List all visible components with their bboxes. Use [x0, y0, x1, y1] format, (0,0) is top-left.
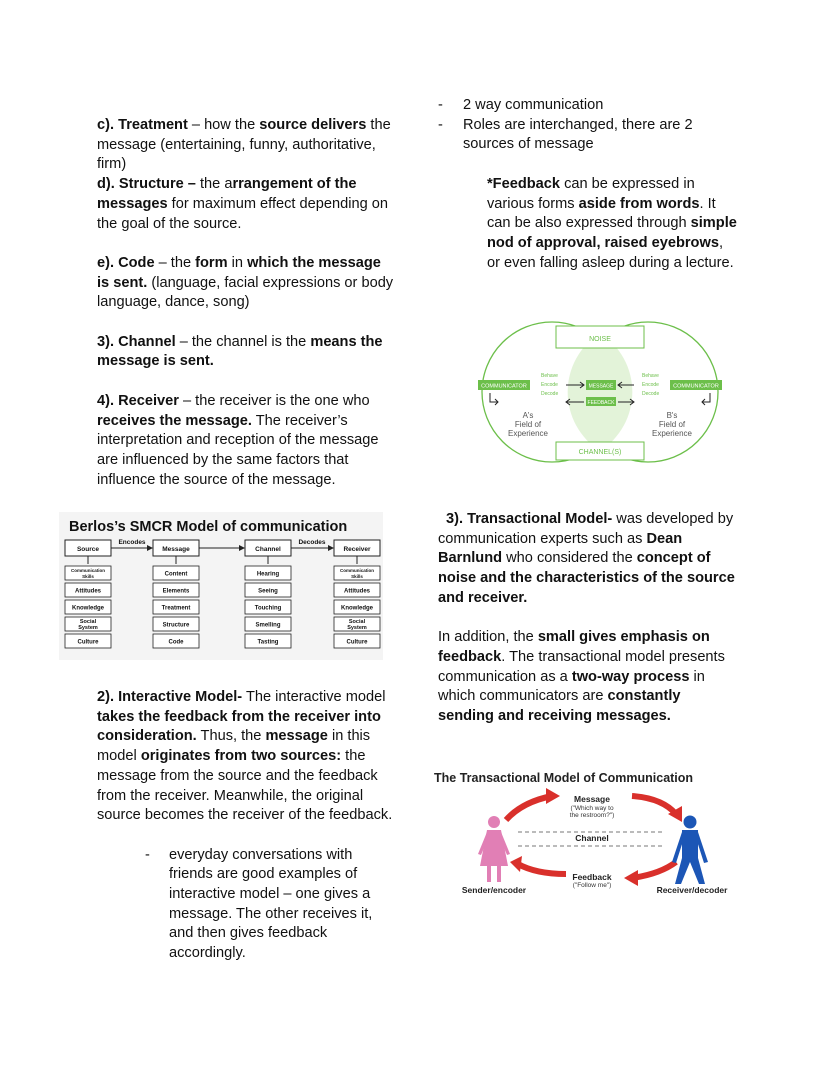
message-title: Message [574, 794, 610, 804]
smcr-item-receiver-3-line2: System [347, 625, 367, 631]
communicator-left-label: COMMUNICATOR [481, 383, 527, 390]
smcr-item-channel-2: Touching [254, 605, 282, 612]
feedback-paragraph: *Feedback can be expressed in various forms aside from words. It can be also expressed through simple nod of approval, raised eyebrows, or even falling asleep during a lecture. [487, 175, 737, 271]
receiver-figure [672, 816, 708, 885]
smcr-header-message: Message [162, 546, 190, 553]
smcr-item-source-0-line1: Communication [70, 568, 106, 573]
field-left-3: Experience [507, 429, 549, 438]
code-paragraph: e). Code – the form in which the message is sent. (language, facial expressions or body language, dance, song) [97, 254, 394, 311]
interactive-model-diagram [474, 318, 726, 466]
bullet-roles: - Roles are interchanged, there are 2 sources of message [438, 116, 738, 155]
structure-paragraph: d). Structure – the arrangement of the messages for maximum effect depending on the goal of the source. [97, 176, 388, 232]
smcr-item-message-1: Elements [162, 588, 190, 595]
smcr-encodes-label: Encodes [118, 539, 146, 546]
communicator-right-label: COMMUNICATOR [673, 383, 719, 390]
field-right-2: Field of [658, 420, 686, 429]
treatment-paragraph: c). Treatment – how the source delivers the message (entertaining, funny, authoritative, firm) [97, 117, 391, 173]
addition-paragraph: In addition, the small gives emphasis on feedback. The transactional model presents communication as a two-way process in which communicators are constantly sending and receiving messages. [438, 629, 725, 725]
smcr-header-channel: Channel [255, 546, 281, 553]
smcr-item-receiver-0-line2: Skills [351, 574, 363, 579]
smcr-item-message-4: Code [168, 639, 184, 646]
smcr-item-channel-1: Seeing [258, 588, 278, 595]
receiver-paragraph: 4). Receiver – the receiver is the one who receives the message. The receiver’s interpretation and reception of the message are influenced by the same factors that influence the source of the message. [97, 392, 379, 488]
smcr-header-source: Source [76, 546, 100, 553]
transactional-model-diagram [432, 766, 762, 900]
message-label: MESSAGE [588, 383, 614, 390]
message-quote-2: the restroom?") [569, 812, 615, 819]
smcr-model-figure [59, 512, 383, 660]
smcr-item-receiver-2: Knowledge [340, 605, 374, 612]
smcr-item-source-3-line1: Social [79, 619, 97, 625]
smcr-item-channel-0: Hearing [256, 571, 280, 578]
arrow-top-right [632, 796, 676, 814]
sender-label: Sender/encoder [461, 885, 527, 895]
smcr-item-receiver-0-line1: Communication [339, 568, 375, 573]
sender-figure [478, 816, 510, 882]
overlap-area [568, 333, 633, 451]
channel-paragraph: 3). Channel – the channel is the means the message is sent. [97, 333, 383, 370]
arrow-bottom-right [632, 862, 676, 878]
arrow-bottom-left [518, 864, 566, 874]
left-column [97, 116, 397, 490]
feedback-label: FEEDBACK [587, 400, 615, 406]
smcr-item-receiver-4: Culture [346, 639, 368, 646]
smcr-item-message-0: Content [164, 571, 188, 578]
right-column [438, 96, 738, 273]
decode-right: Decode [642, 391, 660, 397]
channel-title: Channel [575, 833, 609, 843]
smcr-item-receiver-3-line1: Social [348, 619, 366, 625]
field-left-1: A's [522, 411, 534, 420]
feedback-title: Feedback [572, 872, 612, 882]
decode-left: Decode [541, 391, 559, 397]
message-quote-1: ("Which way to [570, 805, 614, 812]
smcr-item-source-2: Knowledge [71, 605, 105, 612]
behave-left: Behave [541, 373, 558, 379]
smcr-item-receiver-1: Attitudes [344, 588, 370, 595]
smcr-item-source-3-line2: System [78, 625, 98, 631]
smcr-header-receiver: Receiver [343, 546, 371, 553]
transactional-paragraph: 3). Transactional Model- was developed by communication experts such as Dean Barnlund who considered the concept of noise and the characteristics of the source and receiver. [438, 511, 735, 606]
feedback-quote: ("Follow me") [572, 882, 612, 889]
arrow-top-left [506, 796, 552, 820]
bullet-two-way: - 2 way communication [438, 96, 738, 116]
smcr-item-source-4: Culture [77, 639, 99, 646]
field-right-3: Experience [651, 429, 693, 438]
transactional-section [438, 510, 738, 727]
smcr-item-source-1: Attitudes [75, 588, 101, 595]
interactive-paragraph: 2). Interactive Model- The interactive model takes the feedback from the receiver into consideration. Thus, the message in this model originates from two sources: the message from the source and the feedback from the receiver. Meanwhile, the original source becomes the receiver of the feedback. [97, 689, 393, 824]
channel-label: CHANNEL(S) [578, 449, 622, 456]
smcr-item-source-0-line2: Skills [82, 574, 94, 579]
smcr-item-message-3: Structure [162, 622, 190, 629]
field-left-2: Field of [514, 420, 542, 429]
smcr-decodes-label: Decodes [298, 539, 326, 546]
encode-right: Encode [642, 382, 659, 388]
interactive-section [97, 688, 397, 964]
smcr-title: Berlos’s SMCR Model of communication [69, 519, 348, 535]
interactive-bullet: - everyday conversations with friends are good examples of interactive model – one gives a message. The other receives it, and then gives feedback accordingly. [145, 846, 397, 964]
transactional-title: The Transactional Model of Communication [434, 771, 694, 785]
noise-label: NOISE [589, 336, 611, 343]
behave-right: Behave [642, 373, 659, 379]
receiver-label: Receiver/decoder [656, 885, 728, 895]
encode-left: Encode [541, 382, 558, 388]
smcr-item-message-2: Treatment [161, 605, 191, 612]
field-right-1: B's [666, 411, 678, 420]
smcr-item-channel-3: Smelling [255, 622, 281, 629]
smcr-item-channel-4: Tasting [257, 639, 279, 646]
